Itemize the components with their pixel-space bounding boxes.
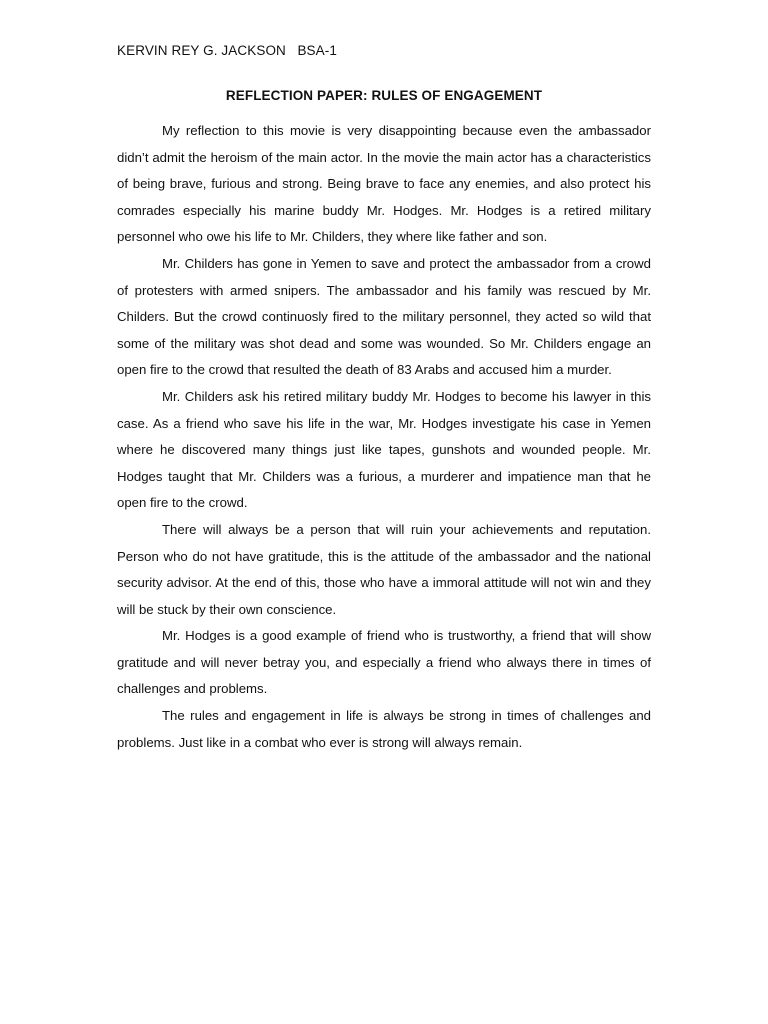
author-line: KERVIN REY G. JACKSON BSA-1	[117, 43, 337, 58]
paragraph-2: Mr. Childers has gone in Yemen to save and protect the ambassador from a crowd of protesters with armed snipers. The ambassador and his family was rescued by Mr. Childers. But the crowd continuosly fired to the military personnel, they acted so wild that some of the military was shot dead and some was wounded. So Mr. Childers engage an open fire to the crowd that resulted the death of 83 Arabs and accused him a murder.	[117, 255, 651, 378]
paragraph-4: There will always be a person that will ruin your achievements and reputation. Person who do not have gratitude, this is the attitude of the ambassador and the national security advisor. At the end of this, those who have a immoral attitude will not win and they will be stuck by their own conscience.	[117, 521, 651, 617]
paragraph-5: Mr. Hodges is a good example of friend who is trustworthy, a friend that will show gratitude and will never betray you, and especially a friend who always there in times of challenges and problems.	[117, 628, 651, 697]
paragraph-6: The rules and engagement in life is always be strong in times of challenges and problems. Just like in a combat who ever is strong will always remain.	[117, 708, 651, 750]
body-text	[117, 118, 651, 756]
paragraph-1: My reflection to this movie is very disappointing because even the ambassador didn’t admit the heroism of the main actor. In the movie the main actor has a characteristics of being brave, furious and strong. Being brave to face any enemies, and also protect his comrades especially his marine buddy Mr. Hodges. Mr. Hodges is a retired military personnel who owe his life to Mr. Childers, they where like father and son.	[117, 123, 651, 245]
paragraph-3: Mr. Childers ask his retired military buddy Mr. Hodges to become his lawyer in this case. As a friend who save his life in the war, Mr. Hodges investigate his case in Yemen where he discovered many things just like tapes, gunshots and wounded people. Mr. Hodges taught that Mr. Childers was a furious, a murderer and impatience man that he open fire to the crowd.	[117, 388, 651, 511]
page-title: REFLECTION PAPER: RULES OF ENGAGEMENT	[225, 88, 543, 103]
